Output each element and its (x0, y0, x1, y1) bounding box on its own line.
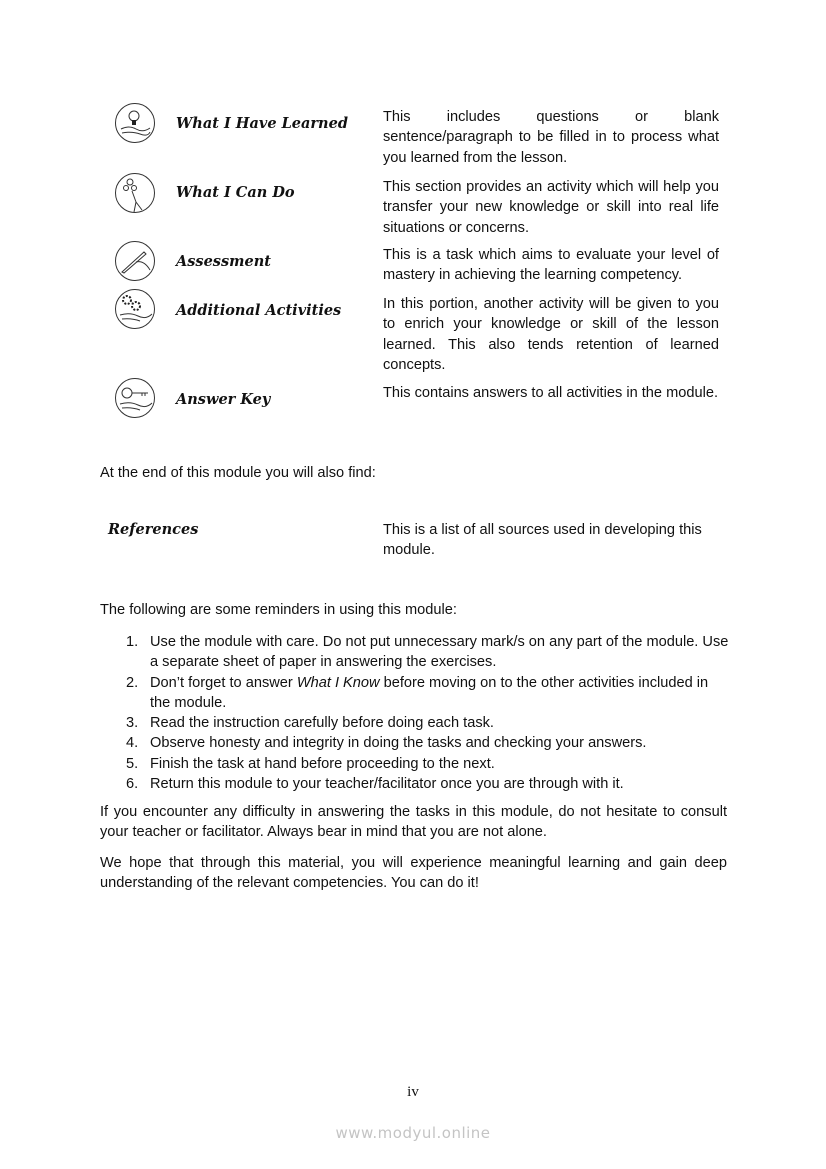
closing-paragraph-2: We hope that through this material, you will experience meaningful learning and gain deep understanding of the relevant competencies. You can do it! (100, 855, 727, 892)
reminders-list (100, 632, 730, 794)
list-text: Finish the task at hand before proceeding to the next. (150, 755, 495, 772)
list-number: 4. (126, 735, 139, 752)
watermark: www.modyul.online (335, 1124, 491, 1142)
section-title: Answer Key (176, 391, 271, 408)
list-text: Use the module with care. Do not put unnecessary mark/s on any part of the module. Use a separate sheet of paper in answering the exercises. (150, 634, 729, 671)
end-intro: At the end of this module you will also find: (100, 465, 376, 481)
references-title: References (108, 521, 199, 538)
pen-hand-icon (114, 240, 156, 282)
list-number: 5. (126, 755, 139, 772)
section-description: This contains answers to all activities in the module. (383, 385, 719, 401)
list-number: 2. (126, 674, 139, 691)
list-item (100, 754, 730, 774)
list-text: Don’t forget to answer (150, 674, 297, 691)
section-description: In this portion, another activity will be given to you to enrich your knowledge or skill of the lesson learned. This also tends retention of learned concepts. (383, 296, 719, 373)
gears-hand-icon (114, 288, 156, 330)
list-item (100, 632, 730, 673)
list-item (100, 774, 730, 794)
list-text: before moving on to the other activities included in the module. (150, 674, 709, 711)
key-hand-icon (114, 377, 156, 419)
section-title: Assessment (176, 253, 271, 270)
list-number: 6. (126, 776, 139, 793)
section-title: What I Can Do (176, 184, 295, 201)
list-text: Read the instruction carefully before doing each task. (150, 715, 494, 732)
list-item (100, 673, 730, 714)
closing-paragraph-1: If you encounter any difficulty in answering the tasks in this module, do not hesitate to consult your teacher or facilitator. Always bear in mind that you are not alone. (100, 804, 727, 841)
references-description: This is a list of all sources used in developing this module. (383, 522, 702, 559)
section-description: This section provides an activity which will help you transfer your new knowledge or skill into real life situations or concerns. (383, 179, 719, 236)
list-number: 1. (126, 634, 139, 650)
section-title: What I Have Learned (176, 115, 348, 132)
list-text-emphasis: What I Know (296, 674, 380, 691)
list-text: Observe honesty and integrity in doing the tasks and checking your answers. (150, 735, 647, 752)
list-number: 3. (126, 715, 139, 732)
flower-hand-icon (114, 172, 156, 214)
lightbulb-hand-icon (114, 102, 156, 144)
list-item (100, 733, 730, 753)
section-description: This is a task which aims to evaluate your level of mastery in achieving the learning competency. (383, 247, 719, 284)
list-text: Return this module to your teacher/facilitator once you are through with it. (150, 776, 624, 793)
page-number: iv (407, 1084, 419, 1100)
section-title: Additional Activities (176, 302, 342, 319)
section-description: This includes questions or blank sentence/paragraph to be filled in to process what you learned from the lesson. (383, 109, 719, 166)
list-item (100, 713, 730, 733)
reminders-intro: The following are some reminders in using this module: (100, 602, 457, 618)
